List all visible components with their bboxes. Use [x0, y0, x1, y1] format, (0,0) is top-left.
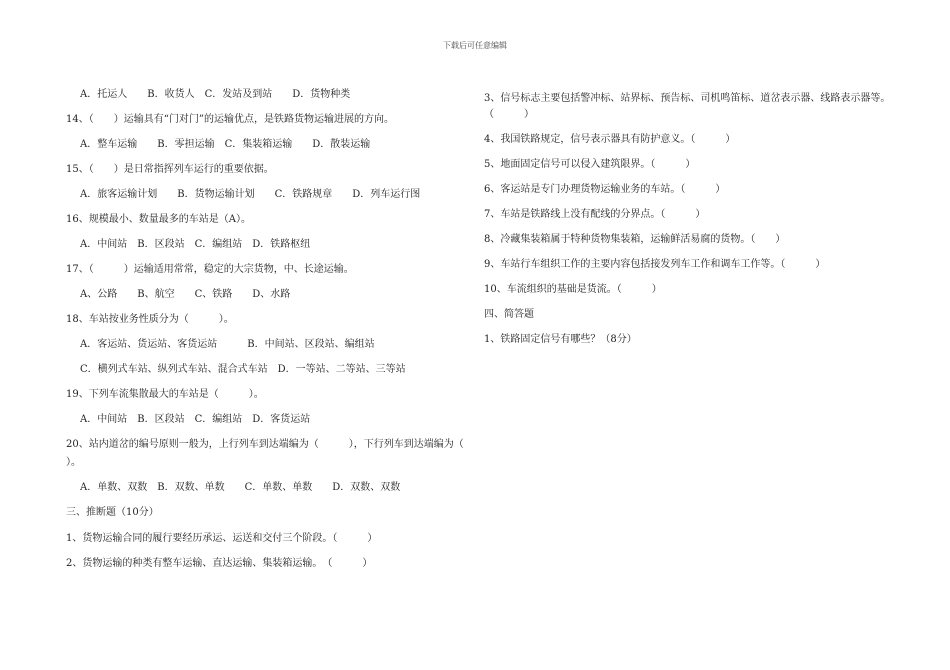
q20-stem: 20、站内道岔的编号原则一般为，上行列车到达端编为（ ），下行列车到达端编为（ — [66, 439, 464, 450]
tf-q3: 3、信号标志主要包括警冲标、站界标、预告标、司机鸣笛标、道岔表示器、线路表示器等。 — [484, 93, 891, 104]
q18-stem: 18、车站按业务性质分为（ ）。 — [66, 314, 234, 325]
tf-q1: 1、货物运输合同的履行要经历承运、运送和交付三个阶段。（ ） — [66, 533, 378, 544]
section-3-title: 三、推断题（10分） — [66, 507, 159, 518]
sa-q1: 1、铁路固定信号有哪些？（8分） — [484, 334, 637, 345]
q18-options-ab: A．客运站、货运站、客货运站 B．中间站、区段站、编组站 — [80, 339, 375, 350]
q18-options-cd: C．横列式车站、纵列式车站、混合式车站 D．一等站、二等站、三等站 — [80, 364, 406, 375]
q15-options: A．旅客运输计划 B．货物运输计划 C．铁路规章 D．列车运行图 — [80, 189, 421, 200]
section-4-title: 四、简答题 — [484, 309, 534, 320]
tf-q2: 2、货物运输的种类有整车运输、直达运输、集装箱运输。 （ ） — [66, 558, 373, 569]
q13-options: A．托运人 B．收货人 C．发站及到站 D．货物种类 — [80, 89, 351, 100]
q14-options: A．整车运输 B．零担运输 C．集装箱运输 D．散装运输 — [80, 139, 371, 150]
q20-options: A．单数、双数 B．双数、单数 C．单数、单数 D．双数、双数 — [80, 482, 401, 493]
tf-q8: 8、冷藏集装箱属于特种货物集装箱，运输鲜活易腐的货物。（ ） — [484, 234, 786, 245]
tf-q9: 9、车站行车组织工作的主要内容包括接发列车工作和调车工作等。（ ） — [484, 259, 826, 270]
q20-stem-cont: ）。 — [66, 457, 81, 468]
q19-stem: 19、下列车流集散最大的车站是（ ）。 — [66, 389, 264, 400]
tf-q3-blank: （ ） — [484, 109, 534, 120]
q17-options: A、公路 B、航空 C、铁路 D、水路 — [80, 289, 291, 300]
q14-stem: 14、（ ）运输具有“门对门”的运输优点，是铁路货物运输进展的方向。 — [66, 114, 394, 125]
tf-q7: 7、车站是铁路线上没有配线的分界点。（ ） — [484, 209, 706, 220]
q15-stem: 15、（ ）是日常指挥列车运行的重要依据。 — [66, 164, 274, 175]
tf-q4: 4、我国铁路规定，信号表示器具有防护意义。（ ） — [484, 134, 736, 145]
page-header: 下载后可任意编辑 — [443, 41, 507, 50]
q17-stem: 17、（ ）运输适用常常，稳定的大宗货物，中、长途运输。 — [66, 264, 354, 275]
tf-q5: 5、地面固定信号可以侵入建筑限界。（ ） — [484, 159, 696, 170]
tf-q10: 10、车流组织的基础是货流。（ ） — [484, 284, 662, 295]
tf-q6: 6、客运站是专门办理货物运输业务的车站。（ ） — [484, 184, 726, 195]
q16-options: A．中间站 B．区段站 C．编组站 D．铁路枢纽 — [80, 239, 311, 250]
q16-stem: 16、规模最小、数量最多的车站是（A）。 — [66, 214, 251, 225]
q19-options: A．中间站 B．区段站 C．编组站 D．客货运站 — [80, 414, 311, 425]
